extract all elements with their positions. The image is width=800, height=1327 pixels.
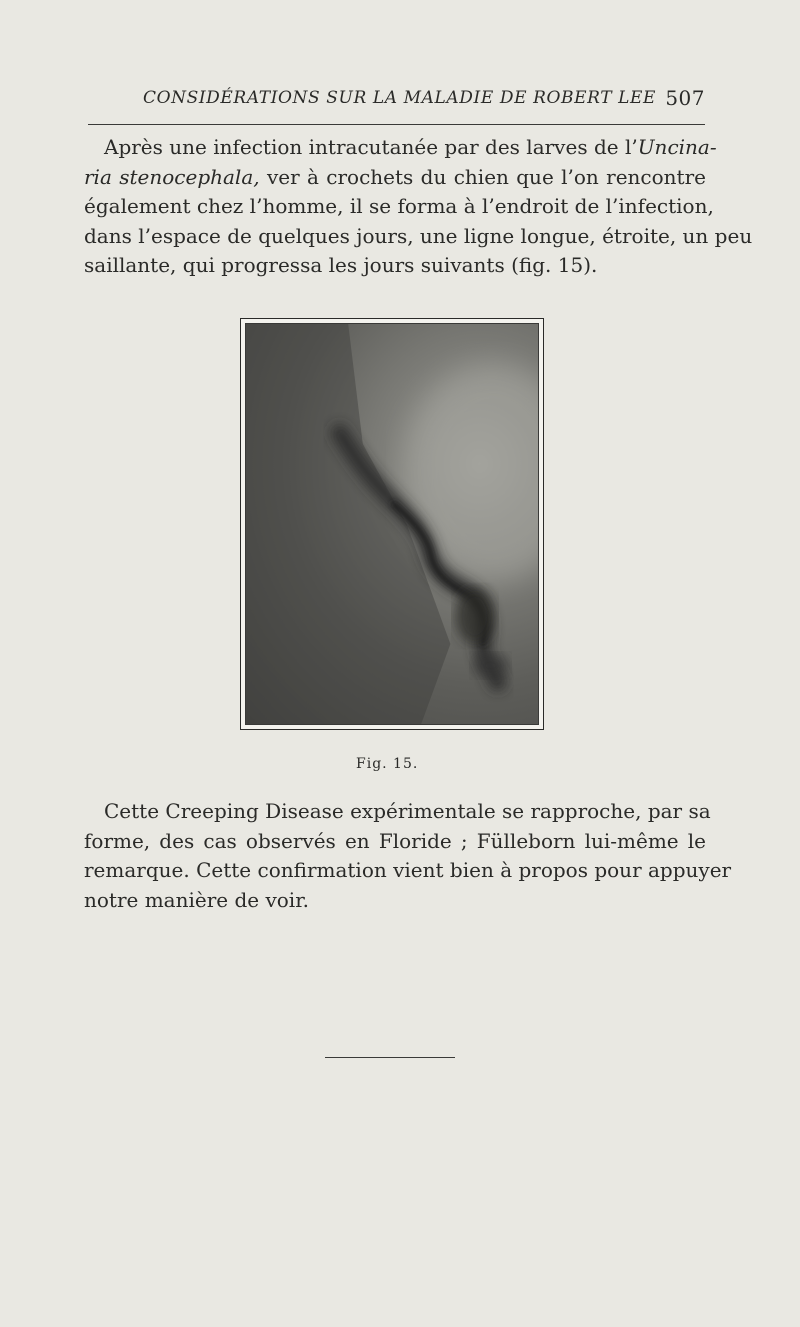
skin-lesion-photo (245, 323, 539, 725)
figure-photograph (240, 318, 544, 730)
end-rule (325, 1057, 455, 1058)
species-name-part-1: Uncina- (637, 135, 717, 159)
paragraph-1-line-3: également chez l’homme, il se forma à l’endroit de l’infection, (84, 194, 714, 218)
species-name-part-2: ria stenocephala, (84, 164, 260, 189)
paragraph-1-line-5: saillante, qui progressa les jours suivants (fig. 15). (84, 253, 598, 277)
track-end-mark (455, 588, 494, 643)
paragraph-1-line-4: dans l’espace de quelques jours, une ligne longue, étroite, un peu (84, 223, 753, 248)
paragraph-2-line-1: Cette Creeping Disease expérimentale se rapproche, par sa (104, 799, 711, 823)
paragraph-1-line-1 (84, 133, 717, 163)
paragraph-2-line-3: remarque. Cette confirmation vient bien à propos pour appuyer (84, 858, 732, 882)
lesion-drawing (246, 324, 538, 724)
paragraph-2-line-4: notre manière de voir. (84, 887, 309, 912)
paragraph-1-line-2-text: ver à crochets du chien que l’on rencontre (259, 164, 706, 189)
track-tail-mark (473, 654, 509, 678)
figure-caption: Fig. 15. (356, 756, 419, 772)
paragraph-1 (84, 133, 753, 281)
paragraph-2-line-2: forme, des cas observés en Floride ; Fülleborn lui-même le (84, 828, 706, 853)
header-rule (88, 124, 705, 125)
paragraph-2 (84, 797, 732, 915)
page-number: 507 (665, 86, 705, 110)
running-header (143, 86, 705, 114)
paragraph-1-line-1-text: Après une infection intracutanée par des larves de l’ (104, 135, 638, 159)
running-title: CONSIDÉRATIONS SUR LA MALADIE DE ROBERT LEE (143, 88, 657, 108)
paragraph-1-line-2 (84, 163, 706, 193)
